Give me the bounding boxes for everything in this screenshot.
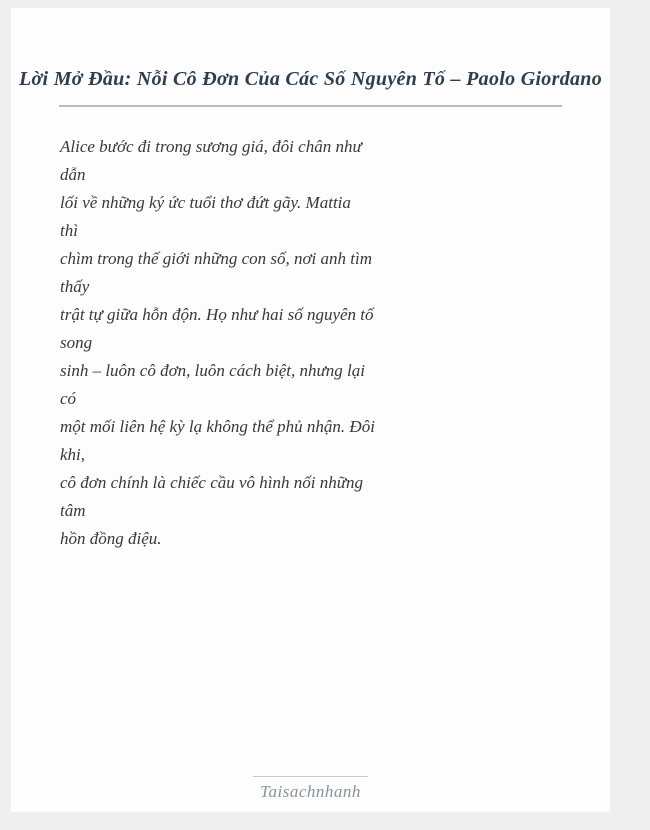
body-line: có	[60, 389, 77, 408]
title-divider	[59, 105, 562, 107]
footer-divider	[253, 776, 368, 777]
body-line: tâm	[60, 501, 86, 520]
body-line: thì	[60, 221, 78, 240]
body-line: song	[60, 333, 93, 352]
body-line: trật tự giữa hỗn độn. Họ như hai số nguyên tố	[60, 305, 374, 324]
body-line: Alice bước đi trong sương giá, đôi chân như	[60, 137, 362, 156]
body-line: cô đơn chính là chiếc cầu vô hình nối những	[60, 473, 364, 492]
body-line: hồn đồng điệu.	[60, 529, 162, 548]
body-line: dẫn	[60, 165, 86, 184]
body-line: chìm trong thế giới những con số, nơi anh tìm	[60, 249, 372, 268]
body-line: thấy	[60, 277, 90, 296]
footer-site-name: Taisachnhanh	[260, 782, 361, 801]
body-line: khi,	[60, 445, 86, 464]
document-page	[11, 8, 610, 812]
body-line: sinh – luôn cô đơn, luôn cách biệt, nhưng lại	[60, 361, 365, 380]
body-line: một mối liên hệ kỳ lạ không thể phủ nhận. Đôi	[60, 417, 375, 436]
body-line: lối về những ký ức tuổi thơ đứt gãy. Mattia	[60, 193, 351, 212]
page-footer	[11, 776, 610, 802]
body-text-block	[11, 133, 610, 553]
page-title: Lời Mở Đầu: Nỗi Cô Đơn Của Các Số Nguyên Tố – Paolo Giordano	[18, 68, 603, 90]
